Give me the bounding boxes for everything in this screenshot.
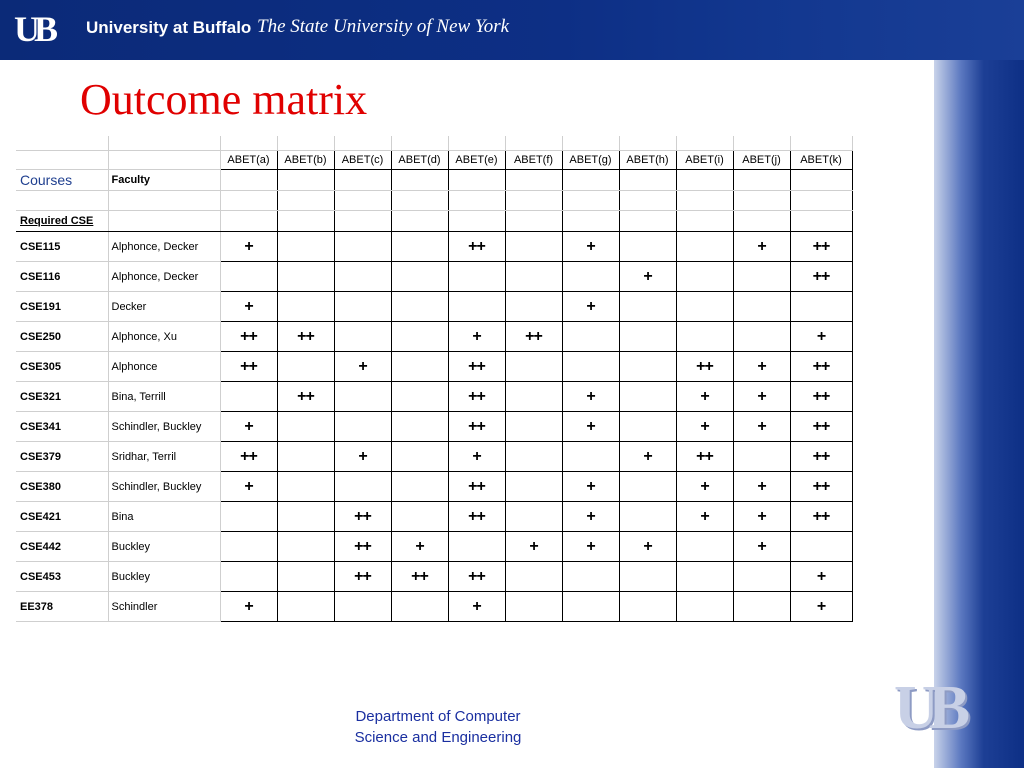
outcome-matrix-table	[16, 136, 853, 622]
outcome-mark: +	[220, 592, 277, 622]
outcome-mark: +	[448, 442, 505, 472]
outcome-mark	[391, 382, 448, 412]
outcome-mark: +	[391, 532, 448, 562]
outcome-mark	[277, 442, 334, 472]
outcome-mark: ++	[448, 412, 505, 442]
outcome-mark: +	[676, 382, 733, 412]
table-row	[16, 532, 852, 562]
empty-cell	[562, 136, 619, 151]
course-code: CSE379	[16, 442, 108, 472]
empty-cell	[277, 191, 334, 211]
outcome-mark	[676, 592, 733, 622]
outcome-mark: ++	[334, 532, 391, 562]
outcome-mark: ++	[334, 562, 391, 592]
outcome-mark: ++	[790, 232, 852, 262]
outcome-mark: +	[448, 592, 505, 622]
outcome-mark: ++	[277, 382, 334, 412]
outcome-mark	[334, 292, 391, 322]
empty-cell	[733, 136, 790, 151]
outcome-mark	[505, 232, 562, 262]
outcome-mark: ++	[448, 232, 505, 262]
outcome-mark	[733, 442, 790, 472]
outcome-mark	[391, 352, 448, 382]
outcome-mark	[676, 562, 733, 592]
outcome-mark: +	[334, 442, 391, 472]
faculty-name: Alphonce	[108, 352, 220, 382]
abet-header: ABET(a)	[220, 151, 277, 170]
outcome-mark	[220, 382, 277, 412]
outcome-mark	[334, 412, 391, 442]
empty-cell	[334, 191, 391, 211]
outcome-mark	[391, 502, 448, 532]
outcome-mark	[619, 592, 676, 622]
spacer-row	[16, 136, 852, 151]
outcome-mark	[448, 292, 505, 322]
abet-header: ABET(b)	[277, 151, 334, 170]
empty-cell	[448, 136, 505, 151]
outcome-mark	[448, 262, 505, 292]
faculty-header: Faculty	[108, 170, 220, 191]
outcome-mark: +	[676, 412, 733, 442]
table-row	[16, 562, 852, 592]
abet-header: ABET(i)	[676, 151, 733, 170]
course-code: CSE305	[16, 352, 108, 382]
faculty-name: Schindler, Buckley	[108, 412, 220, 442]
outcome-mark	[334, 592, 391, 622]
empty-cell	[562, 211, 619, 232]
empty-cell	[391, 170, 448, 191]
empty-cell	[619, 211, 676, 232]
empty-cell	[619, 191, 676, 211]
abet-header: ABET(f)	[505, 151, 562, 170]
faculty-name: Bina, Terrill	[108, 382, 220, 412]
outcome-mark	[676, 262, 733, 292]
outcome-mark	[619, 292, 676, 322]
outcome-mark: +	[334, 352, 391, 382]
outcome-mark	[220, 532, 277, 562]
outcome-mark	[676, 322, 733, 352]
outcome-mark: +	[619, 262, 676, 292]
table-row	[16, 232, 852, 262]
empty-cell	[220, 211, 277, 232]
outcome-mark: ++	[220, 322, 277, 352]
outcome-mark	[220, 502, 277, 532]
outcome-mark: +	[733, 382, 790, 412]
outcome-mark	[277, 292, 334, 322]
abet-header: ABET(j)	[733, 151, 790, 170]
outcome-mark: ++	[676, 352, 733, 382]
empty-cell	[16, 151, 108, 170]
empty-cell	[391, 191, 448, 211]
empty-cell	[676, 191, 733, 211]
outcome-mark: ++	[790, 442, 852, 472]
spreadsheet	[16, 136, 856, 636]
abet-header: ABET(d)	[391, 151, 448, 170]
faculty-name: Alphonce, Xu	[108, 322, 220, 352]
empty-cell	[676, 211, 733, 232]
outcome-mark	[619, 322, 676, 352]
outcome-mark	[619, 562, 676, 592]
outcome-mark: +	[562, 292, 619, 322]
outcome-mark	[619, 412, 676, 442]
outcome-mark	[676, 232, 733, 262]
empty-cell	[790, 136, 852, 151]
table-row	[16, 592, 852, 622]
outcome-mark	[505, 292, 562, 322]
abet-header: ABET(g)	[562, 151, 619, 170]
outcome-mark: ++	[220, 442, 277, 472]
outcome-mark	[733, 562, 790, 592]
outcome-mark	[562, 592, 619, 622]
outcome-mark: ++	[220, 352, 277, 382]
outcome-mark	[391, 472, 448, 502]
outcome-mark	[277, 472, 334, 502]
faculty-name: Alphonce, Decker	[108, 232, 220, 262]
course-code: CSE250	[16, 322, 108, 352]
outcome-mark: +	[448, 322, 505, 352]
empty-cell	[790, 191, 852, 211]
outcome-mark	[334, 262, 391, 292]
empty-cell	[505, 136, 562, 151]
outcome-mark: ++	[790, 472, 852, 502]
outcome-mark: ++	[790, 502, 852, 532]
empty-cell	[391, 211, 448, 232]
department-footer	[330, 706, 546, 748]
faculty-name: Decker	[108, 292, 220, 322]
empty-cell	[505, 170, 562, 191]
outcome-mark	[277, 592, 334, 622]
outcome-mark: ++	[448, 472, 505, 502]
outcome-mark: +	[562, 532, 619, 562]
outcome-mark	[562, 322, 619, 352]
column-header-row	[16, 170, 852, 191]
empty-cell	[334, 136, 391, 151]
outcome-mark	[277, 532, 334, 562]
empty-cell	[334, 170, 391, 191]
outcome-mark	[619, 232, 676, 262]
course-code: CSE115	[16, 232, 108, 262]
outcome-mark	[220, 262, 277, 292]
course-code: CSE341	[16, 412, 108, 442]
outcome-mark: +	[220, 232, 277, 262]
empty-cell	[733, 191, 790, 211]
outcome-mark	[676, 532, 733, 562]
empty-cell	[562, 191, 619, 211]
outcome-mark	[391, 322, 448, 352]
outcome-mark	[619, 352, 676, 382]
faculty-name: Bina	[108, 502, 220, 532]
university-name: University at Buffalo	[86, 18, 252, 37]
outcome-mark	[619, 502, 676, 532]
outcome-mark	[790, 532, 852, 562]
faculty-name: Sridhar, Terril	[108, 442, 220, 472]
side-panel	[934, 60, 1024, 768]
empty-cell	[562, 170, 619, 191]
table-row	[16, 352, 852, 382]
empty-cell	[619, 170, 676, 191]
outcome-mark: ++	[277, 322, 334, 352]
outcome-mark	[277, 262, 334, 292]
empty-cell	[790, 170, 852, 191]
outcome-mark	[391, 412, 448, 442]
outcome-mark	[562, 352, 619, 382]
outcome-mark: ++	[391, 562, 448, 592]
outcome-mark	[277, 562, 334, 592]
outcome-mark: +	[562, 382, 619, 412]
outcome-mark	[562, 262, 619, 292]
outcome-mark: +	[733, 352, 790, 382]
outcome-mark	[448, 532, 505, 562]
empty-cell	[108, 191, 220, 211]
outcome-mark: ++	[790, 262, 852, 292]
courses-header: Courses	[16, 170, 108, 191]
outcome-mark: ++	[334, 502, 391, 532]
outcome-mark	[391, 442, 448, 472]
table-row	[16, 382, 852, 412]
empty-cell	[277, 211, 334, 232]
footer-line-2: Science and Engineering	[354, 729, 522, 746]
outcome-mark	[334, 322, 391, 352]
outcome-mark	[505, 472, 562, 502]
outcome-mark: +	[733, 502, 790, 532]
outcome-mark	[277, 352, 334, 382]
course-code: CSE380	[16, 472, 108, 502]
outcome-mark	[505, 262, 562, 292]
ub-logo-large: UB	[894, 674, 961, 742]
outcome-mark: +	[676, 472, 733, 502]
empty-cell	[733, 211, 790, 232]
outcome-mark	[505, 562, 562, 592]
outcome-mark	[733, 292, 790, 322]
blank-row	[16, 191, 852, 211]
empty-cell	[220, 136, 277, 151]
outcome-mark: +	[505, 532, 562, 562]
outcome-mark: ++	[790, 382, 852, 412]
outcome-mark	[562, 562, 619, 592]
outcome-mark	[391, 262, 448, 292]
outcome-mark	[505, 442, 562, 472]
outcome-mark	[676, 292, 733, 322]
empty-cell	[733, 170, 790, 191]
empty-cell	[391, 136, 448, 151]
outcome-mark	[391, 232, 448, 262]
abet-header: ABET(k)	[790, 151, 852, 170]
table-row	[16, 502, 852, 532]
outcome-mark: ++	[448, 502, 505, 532]
empty-cell	[108, 151, 220, 170]
empty-cell	[220, 170, 277, 191]
outcome-mark: +	[790, 562, 852, 592]
outcome-mark: +	[790, 322, 852, 352]
empty-cell	[108, 136, 220, 151]
outcome-mark	[391, 592, 448, 622]
outcome-mark: +	[619, 532, 676, 562]
empty-cell	[676, 170, 733, 191]
course-code: CSE191	[16, 292, 108, 322]
empty-cell	[619, 136, 676, 151]
course-code: CSE442	[16, 532, 108, 562]
outcome-mark	[505, 502, 562, 532]
university-subtitle: The State University of New York	[257, 16, 510, 37]
empty-cell	[448, 211, 505, 232]
outcome-mark	[733, 262, 790, 292]
outcome-mark	[619, 472, 676, 502]
outcome-mark: +	[562, 412, 619, 442]
outcome-mark	[733, 322, 790, 352]
empty-cell	[220, 191, 277, 211]
abet-header: ABET(h)	[619, 151, 676, 170]
slide-title: Outcome matrix	[80, 75, 368, 124]
table-row	[16, 292, 852, 322]
outcome-mark: +	[562, 472, 619, 502]
empty-cell	[505, 191, 562, 211]
outcome-mark: +	[733, 472, 790, 502]
empty-cell	[505, 211, 562, 232]
outcome-mark: +	[733, 412, 790, 442]
outcome-mark: +	[220, 472, 277, 502]
empty-cell	[277, 170, 334, 191]
outcome-mark	[391, 292, 448, 322]
empty-cell	[108, 211, 220, 232]
outcome-mark	[220, 562, 277, 592]
outcome-mark: +	[220, 292, 277, 322]
outcome-mark: ++	[676, 442, 733, 472]
empty-cell	[790, 211, 852, 232]
faculty-name: Buckley	[108, 532, 220, 562]
outcome-mark: +	[220, 412, 277, 442]
empty-cell	[448, 170, 505, 191]
outcome-mark	[505, 592, 562, 622]
course-code: CSE321	[16, 382, 108, 412]
empty-cell	[448, 191, 505, 211]
empty-cell	[334, 211, 391, 232]
faculty-name: Alphonce, Decker	[108, 262, 220, 292]
faculty-name: Schindler, Buckley	[108, 472, 220, 502]
outcome-mark	[562, 442, 619, 472]
outcome-mark: ++	[448, 352, 505, 382]
faculty-name: Schindler	[108, 592, 220, 622]
table-row	[16, 472, 852, 502]
section-row	[16, 211, 852, 232]
empty-cell	[16, 136, 108, 151]
ub-logo: UB	[14, 9, 53, 49]
outcome-mark	[505, 382, 562, 412]
outcome-mark: ++	[505, 322, 562, 352]
outcome-mark: ++	[790, 412, 852, 442]
outcome-mark	[277, 232, 334, 262]
outcome-mark	[733, 592, 790, 622]
outcome-mark: +	[733, 232, 790, 262]
course-code: CSE116	[16, 262, 108, 292]
outcome-mark	[619, 382, 676, 412]
outcome-mark	[790, 292, 852, 322]
section-label: Required CSE	[16, 211, 108, 232]
course-code: CSE421	[16, 502, 108, 532]
outcome-mark	[334, 472, 391, 502]
outcome-mark: ++	[790, 352, 852, 382]
header-banner	[0, 0, 1024, 60]
empty-cell	[16, 191, 108, 211]
outcome-mark: ++	[448, 562, 505, 592]
footer-line-1: Department of Computer	[355, 708, 521, 725]
table-row	[16, 412, 852, 442]
table-row	[16, 322, 852, 352]
abet-header: ABET(c)	[334, 151, 391, 170]
course-code: CSE453	[16, 562, 108, 592]
outcome-mark	[334, 382, 391, 412]
faculty-name: Buckley	[108, 562, 220, 592]
course-code: EE378	[16, 592, 108, 622]
outcome-mark: +	[733, 532, 790, 562]
outcome-mark	[277, 502, 334, 532]
outcome-mark: +	[676, 502, 733, 532]
outcome-mark	[277, 412, 334, 442]
outcome-mark	[334, 232, 391, 262]
outcome-mark: +	[790, 592, 852, 622]
outcome-mark	[505, 412, 562, 442]
table-row	[16, 442, 852, 472]
outcome-mark: ++	[448, 382, 505, 412]
outcome-mark: +	[619, 442, 676, 472]
table-row	[16, 262, 852, 292]
empty-cell	[277, 136, 334, 151]
abet-header: ABET(e)	[448, 151, 505, 170]
outcome-mark: +	[562, 232, 619, 262]
outcome-mark	[505, 352, 562, 382]
outcome-mark: +	[562, 502, 619, 532]
empty-cell	[676, 136, 733, 151]
abet-header-row	[16, 151, 852, 170]
